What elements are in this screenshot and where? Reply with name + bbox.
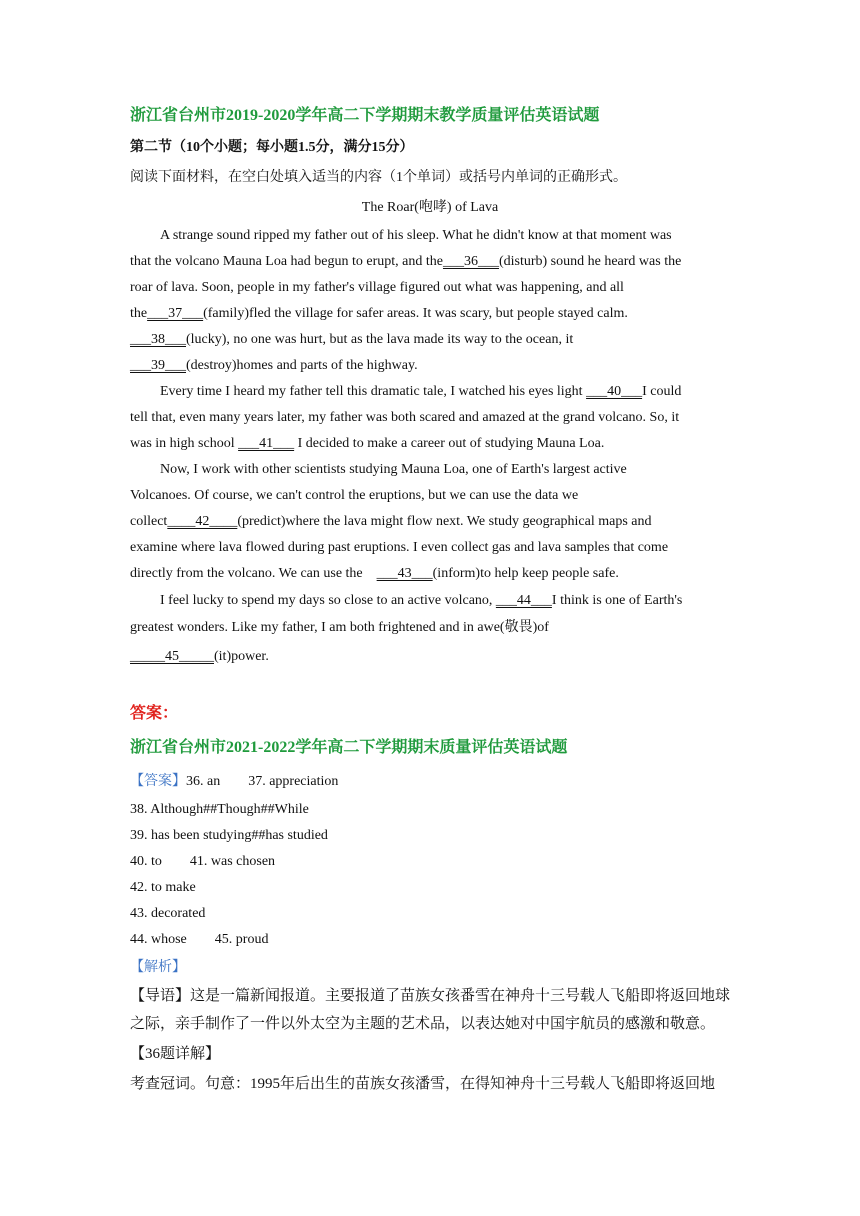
intro-line-2: 之际，亲手制作了一件以外太空为主题的艺术品，以表达她对中国宇航员的感激和敬意。 xyxy=(130,1016,716,1032)
blank-36[interactable]: ___36___ xyxy=(442,254,499,269)
text-segment: (it)power. xyxy=(214,649,269,664)
text-segment: the xyxy=(130,306,148,321)
text-segment: Every time I heard my father tell this dramatic tale, I watched his eyes light xyxy=(160,384,587,399)
text-segment: (destroy)homes and parts of the highway. xyxy=(186,358,418,373)
answer-37: 37. appreciation xyxy=(248,774,339,789)
text-segment: directly from the volcano. We can use the xyxy=(130,566,377,581)
text-segment: that the volcano Mauna Loa had begun to erupt, and the xyxy=(130,254,443,269)
p2-line-1 xyxy=(130,382,681,402)
text-segment: I feel lucky to spend my days so close to an active volcano, xyxy=(160,593,496,608)
p1-line-1: A strange sound ripped my father out of his sleep. What he didn't know at that moment was xyxy=(160,228,672,243)
blank-43[interactable]: ___43___ xyxy=(376,566,433,581)
detail-tag: 【36题详解】 xyxy=(130,1046,221,1062)
answer-42: 42. to make xyxy=(130,880,196,895)
p3-line-4: examine where lava flowed during past eruptions. I even collect gas and lava samples that come xyxy=(130,540,669,555)
p1-line-3: roar of lava. Soon, people in my father's village figured out what was happening, and all xyxy=(130,280,624,295)
text-segment: (family)fled the village for safer areas. It was scary, but people stayed calm. xyxy=(203,306,628,321)
instruction-text: 阅读下面材料，在空白处填入适当的内容（1个单词）或括号内单词的正确形式。 xyxy=(130,170,627,185)
blank-44[interactable]: ___44___ xyxy=(495,593,552,608)
text-segment: I decided to make a career out of studying Mauna Loa. xyxy=(294,436,605,451)
p3-line-5 xyxy=(130,564,619,584)
p3-line-3 xyxy=(130,512,652,532)
p2-line-3 xyxy=(130,434,604,454)
blank-39[interactable]: ___39___ xyxy=(130,358,186,373)
p4-line-1 xyxy=(130,591,682,611)
answer-label: 答案： xyxy=(130,705,179,722)
text-segment: (predict)where the lava might flow next. We study geographical maps and xyxy=(237,514,652,529)
answer-45: 45. proud xyxy=(214,932,269,947)
answer-44: 44. whose xyxy=(130,932,187,947)
answer-41: 41. was chosen xyxy=(189,854,276,869)
text-segment: collect xyxy=(130,514,168,529)
blank-42[interactable]: ____42____ xyxy=(167,514,238,529)
answer-row-1 xyxy=(130,772,338,792)
answer-38: 38. Although##Though##While xyxy=(130,802,309,817)
text-segment: (lucky), no one was hurt, but as the lava made its way to the ocean, it xyxy=(186,332,574,347)
answer-row-44-45 xyxy=(130,930,268,950)
answer-36: 36. an xyxy=(186,774,221,789)
blank-45[interactable]: _____45_____ xyxy=(130,649,214,664)
document-title: 浙江省台州市2019-2020学年高二下学期期末教学质量评估英语试题 xyxy=(130,107,600,124)
p1-line-2 xyxy=(130,252,681,272)
text-segment: I could xyxy=(642,384,682,399)
section-heading: 第二节（10个小题；每小题1.5分，满分15分） xyxy=(130,140,414,155)
blank-41[interactable]: ___41___ xyxy=(238,436,295,451)
text-segment: was in high school xyxy=(130,436,239,451)
blank-37[interactable]: ___37___ xyxy=(147,306,204,321)
p4-line-2: greatest wonders. Like my father, I am both frightened and in awe(敬畏)of xyxy=(130,620,549,635)
intro-line-1: 【导语】这是一篇新闻报道。主要报道了苗族女孩番雪在神舟十三号载人飞船即将返回地球 xyxy=(130,988,731,1004)
answer-43: 43. decorated xyxy=(130,906,206,921)
p1-line-4 xyxy=(130,304,628,324)
analysis-tag: 【解析】 xyxy=(130,960,186,975)
text-segment: I think is one of Earth's xyxy=(551,593,683,608)
answer-39: 39. has been studying##has studied xyxy=(130,828,328,843)
passage-title: The Roar(咆哮) of Lava xyxy=(361,200,499,215)
answer-tag: 【答案】 xyxy=(130,774,186,789)
p3-line-1: Now, I work with other scientists studying Mauna Loa, one of Earth's largest active xyxy=(160,462,627,477)
p3-line-2: Volcanoes. Of course, we can't control the eruptions, but we can use the data we xyxy=(130,488,579,503)
text-segment: (inform)to help keep people safe. xyxy=(432,566,619,581)
blank-38[interactable]: ___38___ xyxy=(130,332,186,347)
answer-row-40-41 xyxy=(130,852,275,872)
blank-40[interactable]: ___40___ xyxy=(586,384,643,399)
p1-line-6 xyxy=(130,356,418,376)
p4-line-3 xyxy=(130,647,269,667)
text-segment: (disturb) sound he heard was the xyxy=(498,254,682,269)
p1-line-5 xyxy=(130,330,573,350)
answer-source-title: 浙江省台州市2021-2022学年高二下学期期末质量评估英语试题 xyxy=(130,739,568,756)
detail-text: 考查冠词。句意：1995年后出生的苗族女孩潘雪，在得知神舟十三号载人飞船即将返回地 xyxy=(130,1076,716,1092)
answer-40: 40. to xyxy=(130,854,162,869)
p2-line-2: tell that, even many years later, my father was both scared and amazed at the grand volcano. So, it xyxy=(130,410,680,425)
